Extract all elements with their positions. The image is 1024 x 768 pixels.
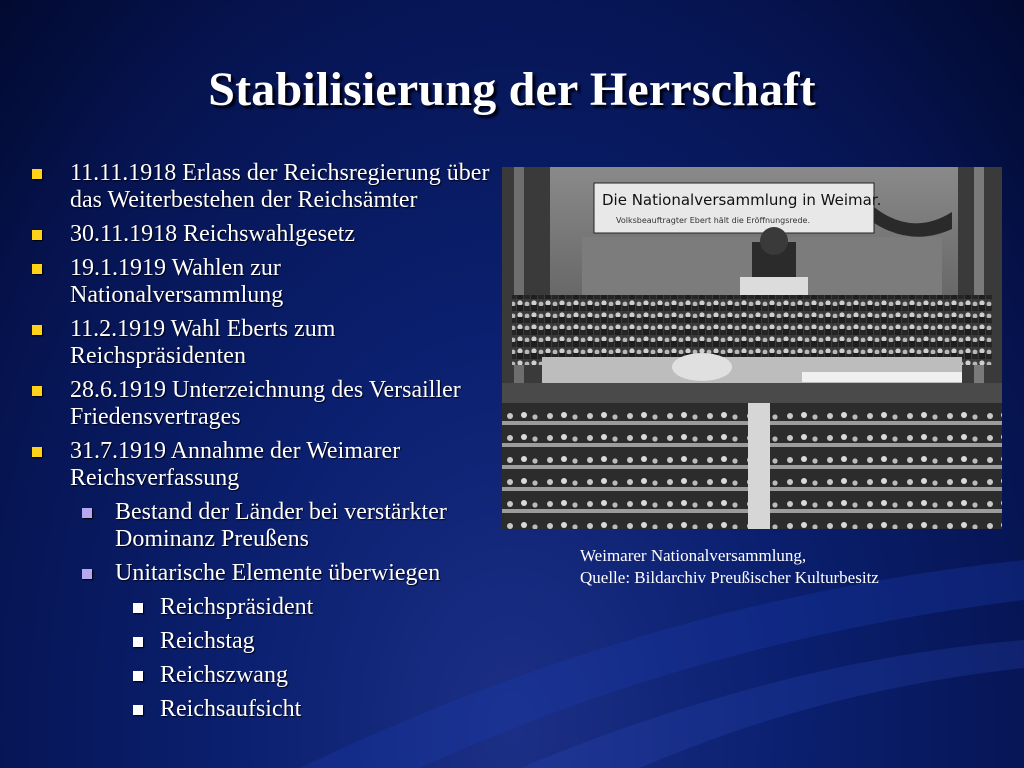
slide-title: Stabilisierung der Herrschaft: [208, 63, 816, 116]
bullet-item: [30, 221, 500, 248]
caption-line-2: Quelle: Bildarchiv Preußischer Kulturbesitz: [580, 568, 879, 587]
bullet-marker: [133, 671, 143, 681]
sub-sub-bullet-item: [30, 696, 500, 723]
bullet-item: [30, 255, 500, 309]
bullet-text: Unitarische Elemente überwiegen: [115, 560, 441, 586]
bullet-text: Bestand der Länder bei verstärkter Dominanz Preußens: [115, 499, 447, 552]
bullet-marker: [133, 705, 143, 715]
bullet-marker: [32, 169, 42, 179]
sub-sub-bullet-item: [30, 628, 500, 655]
bullet-marker: [82, 508, 92, 518]
sub-bullet-item: [30, 499, 500, 553]
sub-sub-bullet-item: [30, 662, 500, 689]
bullet-item: [30, 377, 500, 431]
assembly-photo: [502, 167, 1002, 529]
banner-text: Die Nationalversammlung in Weimar.: [602, 191, 882, 209]
assembly-photo-illustration: [502, 167, 1002, 529]
bullet-marker: [32, 325, 42, 335]
bullet-marker: [32, 264, 42, 274]
bullet-text: 30.11.1918 Reichswahlgesetz: [70, 221, 356, 247]
bullet-marker: [82, 569, 92, 579]
sub-bullet-item: [30, 560, 500, 587]
caption-line-1: Weimarer Nationalversammlung,: [580, 546, 807, 565]
bullet-marker: [133, 603, 143, 613]
bullet-marker: [32, 230, 42, 240]
bullet-text: 19.1.1919 Wahlen zur Nationalversammlung: [70, 255, 284, 308]
sub-sub-bullet-item: [30, 594, 500, 621]
bullet-text: 31.7.1919 Annahme der Weimarer Reichsverfassung: [70, 438, 401, 491]
bullet-item: [30, 316, 500, 370]
bullet-marker: [133, 637, 143, 647]
bullet-item: [30, 160, 500, 214]
bullet-text: Reichspräsident: [160, 594, 314, 620]
bullet-list: [30, 160, 500, 730]
bullet-item: [30, 438, 500, 492]
bullet-text: Reichszwang: [160, 662, 288, 688]
photo-caption: [580, 545, 1000, 589]
bullet-text: Reichstag: [160, 628, 255, 654]
bullet-text: Reichsaufsicht: [160, 696, 302, 722]
banner-subtext: Volksbeauftragter Ebert hält die Eröffnungsrede.: [616, 216, 810, 225]
bullet-marker: [32, 386, 42, 396]
bullet-text: 11.11.1918 Erlass der Reichsregierung über das Weiterbestehen der Reichsämter: [70, 160, 490, 213]
bullet-text: 28.6.1919 Unterzeichnung des Versailler Friedensvertrages: [70, 377, 461, 430]
bullet-text: 11.2.1919 Wahl Eberts zum Reichspräsidenten: [70, 316, 336, 369]
bullet-marker: [32, 447, 42, 457]
